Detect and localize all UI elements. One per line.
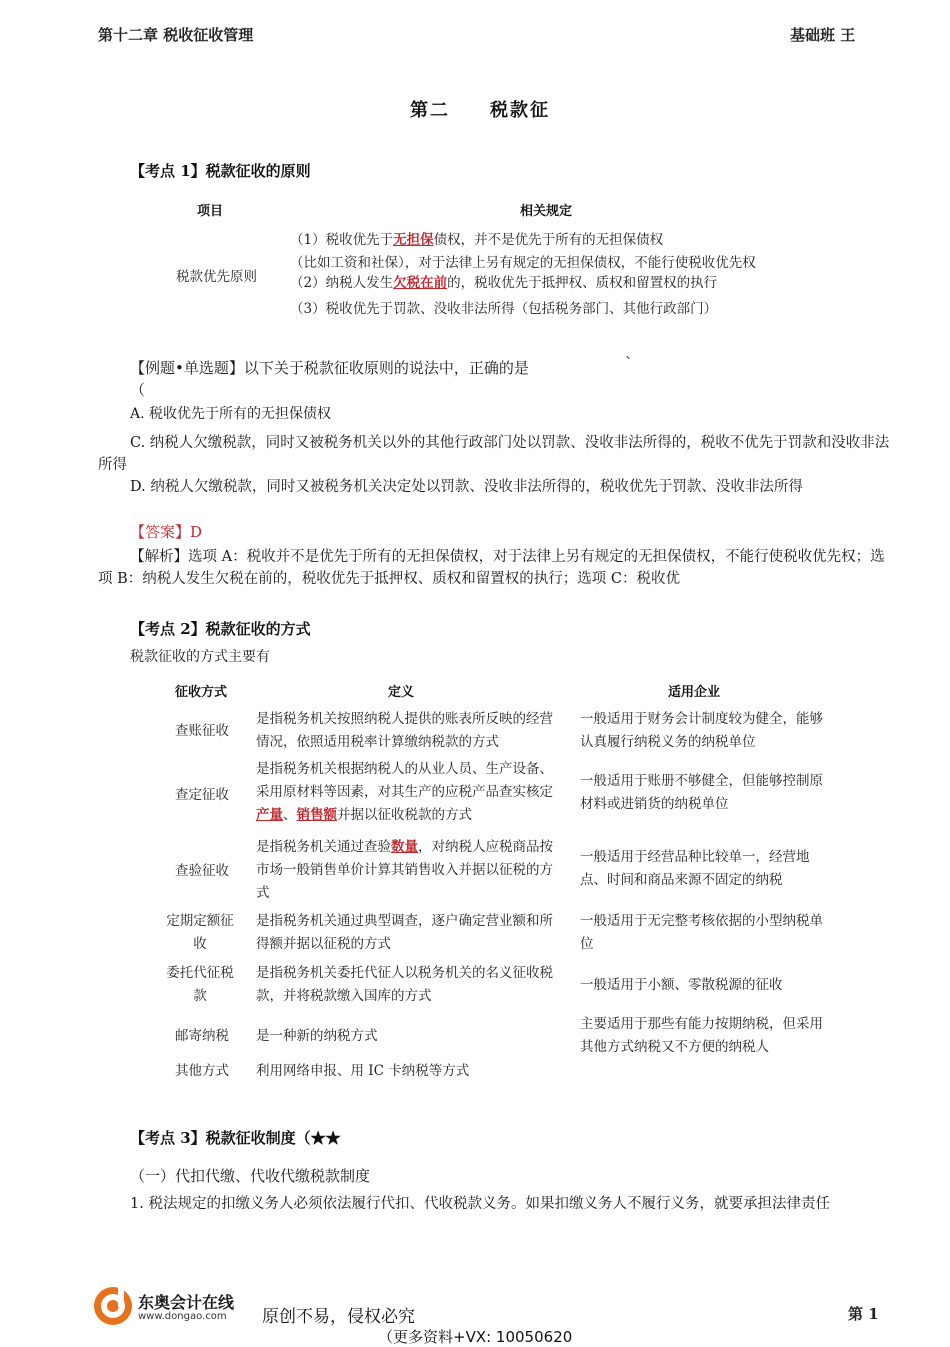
- table1-line-3-pre: （2）纳税人发生: [290, 275, 394, 291]
- section-heading-3: 【考点 3】税款征收制度（★★: [130, 1129, 341, 1147]
- table2-row3-definition: [256, 836, 564, 901]
- table2-row7-def-text: 利用网络申报、用 IC 卡纳税等方式: [256, 1063, 470, 1079]
- table1-line-1-pre: （1）税收优先于: [290, 232, 394, 248]
- table2-row6-definition: 是一种新的纳税方式: [256, 1028, 378, 1044]
- footer-page-number: 第 1: [848, 1305, 879, 1323]
- section-2-intro-text: 税款征收的方式主要有: [130, 649, 270, 665]
- logo-url: www.dongao.com: [138, 1311, 227, 1322]
- table2-row6-applies: 主要适用于那些有能力按期纳税，但采用其他方式纳税又不方便的纳税人: [580, 1016, 823, 1055]
- section-2-intro: [130, 649, 330, 665]
- section-3-paragraph-1: 1. 税法规定的扣缴义务人必须依法履行代扣、代收税款义务。如果扣缴义务人不履行义务，就要承担法律责任: [130, 1196, 830, 1212]
- table2-row2-applies: 一般适用于账册不够健全，但能够控制原材料或进销货的纳税单位: [580, 773, 823, 812]
- table2-row5-definition: 是指税务机关委托代征人以税务机关的名义征收税款，并将税款缴入国库的方式: [256, 965, 553, 1004]
- table1-header-item: 项目: [197, 204, 224, 219]
- table2-row5-applies: 一般适用于小额、零散税源的征收: [580, 977, 783, 993]
- table1-line-3: [290, 275, 790, 297]
- table2-row7-definition: [256, 1063, 564, 1079]
- page-title: 第二 税款征: [410, 100, 550, 121]
- table1-line-1: [290, 229, 663, 252]
- table1-line-4: [290, 301, 790, 317]
- table2-row3-def-post: ，对纳税人应税商品按市场一般销售单价计算其销售收入并据以征税的方式: [256, 839, 553, 901]
- section-3-subheading: （一）代扣代缴、代收代缴税款制度: [130, 1167, 371, 1185]
- section-heading-1: 【考点 1】税款征收的原则: [130, 162, 311, 180]
- table2-row2-method: 查定征收: [175, 787, 229, 803]
- table2-row7-method: [175, 1063, 245, 1079]
- example-option-a: A. 税收优先于所有的无担保债权: [130, 406, 332, 422]
- table2-row1-definition: 是指税务机关按照纳税人提供的账表所反映的经营情况，依照适用税率计算缴纳税款的方式: [256, 711, 553, 750]
- table1-line-4-text: （3）税收优先于罚款、没收非法所得（包括税务部门、其他行政部门）: [290, 301, 718, 317]
- table2-header-definition: 定义: [388, 685, 415, 700]
- example-question: 【例题•单选题】以下关于税款征收原则的说法中，正确的是: [130, 359, 529, 377]
- dongao-logo-icon: [92, 1285, 134, 1327]
- table1-line-2: （比如工资和社保），对于法律上另有规定的无担保债权，不能行使税收优先权: [290, 255, 756, 271]
- table2-row3-method: 查验征收: [175, 863, 229, 879]
- table2-row4-definition: 是指税务机关通过典型调查，逐户确定营业额和所得额并据以征税的方式: [256, 913, 553, 952]
- table2-row5-method: 委托代征税款: [166, 965, 234, 1004]
- example-analysis: 【解析】选项 A：税收并不是优先于所有的无担保债权，对于法律上另有规定的无担保债权，不能行使税收优先权；选项 B：纳税人发生欠税在前的，税收优先于抵押权、质权和留置权的执行；选项 C：税收优: [98, 549, 885, 587]
- table2-header-applies: 适用企业: [668, 685, 721, 700]
- table2-row4-applies: 一般适用于无完整考核依据的小型纳税单位: [580, 913, 823, 952]
- footer-slogan: 原创不易，侵权必究: [262, 1307, 415, 1327]
- example-answer: 【答案】D: [130, 523, 203, 541]
- table1-line-1-mark: 无担保: [393, 232, 434, 248]
- header-course: 基础班 王: [790, 26, 856, 44]
- table1-line-1-post: 债权，并不是优先于所有的无担保债权: [433, 232, 664, 248]
- footer-note: （更多资料+VX: 10050620: [378, 1328, 573, 1346]
- table2-row6-method: 邮寄纳税: [175, 1028, 229, 1044]
- table2-row3-def-mark: 数量: [391, 839, 418, 855]
- example-option-d: D. 纳税人欠缴税款，同时又被税务机关决定处以罚款、没收非法所得的，税收优先于罚款、没收非法所得: [130, 479, 803, 495]
- table2-row2-definition: [256, 758, 564, 823]
- table2-row4-method: 定期定额征收: [166, 913, 234, 952]
- table2-row1-method: 查账征收: [175, 723, 229, 739]
- table2-row2-def-pre: 是指税务机关根据纳税人的从业人员、生产设备、采用原材料等因素，对其生产的应税产品查实核定: [256, 761, 553, 800]
- table2-row7-method-text: 其他方式: [175, 1063, 229, 1079]
- table2-row1-applies: 一般适用于财务会计制度较为健全，能够认真履行纳税义务的纳税单位: [580, 711, 823, 750]
- example-paren: （: [130, 381, 146, 399]
- example-tick: `: [625, 354, 633, 372]
- header-chapter: 第十二章 税收征收管理: [98, 26, 254, 44]
- table2-row2-def-sep: 、: [283, 807, 297, 823]
- section-heading-2: 【考点 2】税款征收的方式: [130, 620, 311, 638]
- example-option-c: C. 纳税人欠缴税款，同时又被税务机关以外的其他行政部门处以罚款、没收非法所得的，税收不优先于罚款和没收非法所得: [98, 435, 890, 473]
- table2-row2-def-post: 并据以征收税款的方式: [337, 807, 472, 823]
- logo-name: 东奥会计在线: [138, 1293, 235, 1312]
- table2-row2-def-mark-sales: 销售额: [296, 807, 337, 823]
- table1-line-3-mark: 欠税在前: [393, 275, 448, 291]
- table2-row3-def-pre: 是指税务机关通过查验: [256, 839, 391, 855]
- table2-header-method: 征收方式: [175, 685, 228, 700]
- table2-row3-applies: 一般适用于经营品种比较单一，经营地点、时间和商品来源不固定的纳税: [580, 849, 810, 888]
- table1-row-label: 税款优先原则: [176, 269, 257, 285]
- table1-header-rule: 相关规定: [520, 204, 573, 219]
- table2-row2-def-mark-output: 产量: [256, 807, 283, 823]
- table1-line-3-post: 的，税收优先于抵押权、质权和留置权的执行: [447, 275, 718, 291]
